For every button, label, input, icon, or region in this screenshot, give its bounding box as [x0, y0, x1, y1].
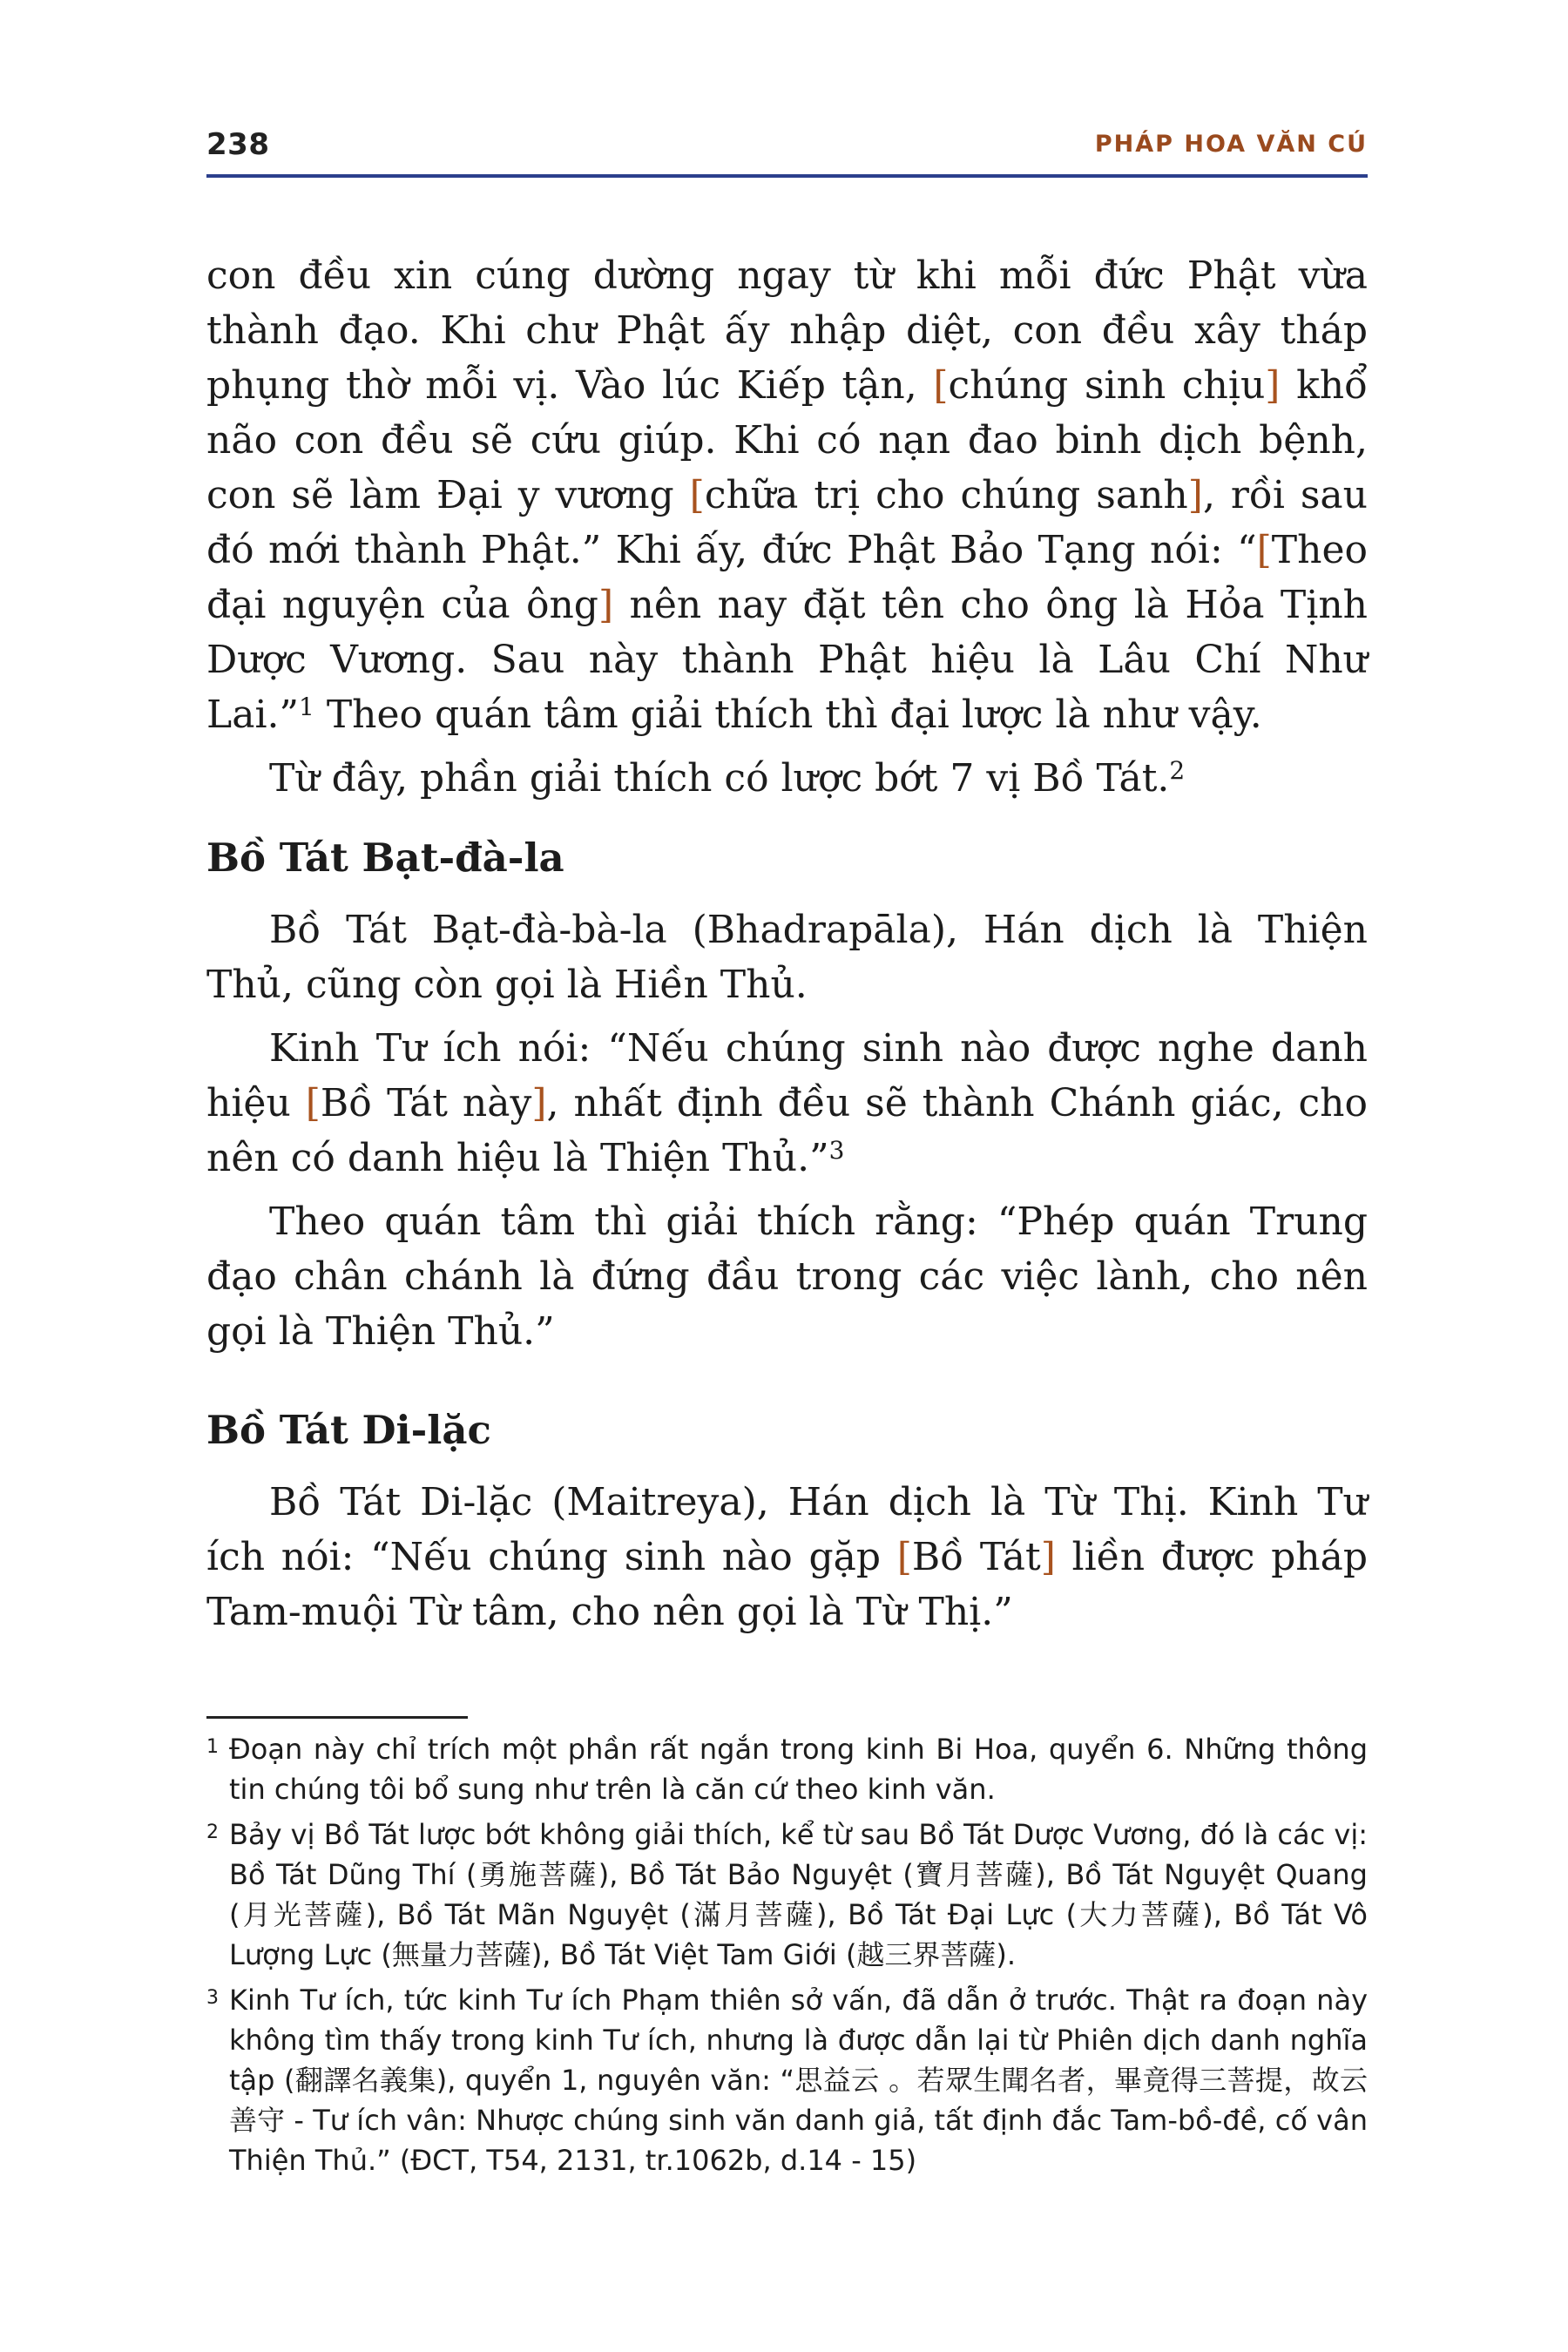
bracket: [	[689, 473, 705, 517]
section-heading: Bồ Tát Bạt-đà-la	[206, 835, 564, 881]
footnote-text: Kinh Tư ích, tức kinh Tư ích Phạm thiên sở vấn, đã dẫn ở trước. Thật ra đoạn này không tìm thấy trong kinh Tư ích, nhưng là được dẫn lại từ Phiên dịch danh nghĩa tập (翻譯名義集), quyển 1, nguyên văn: “思益云 。若眾生聞名者，畢竟得三菩提，故云善守 - Tư ích vân: Nhược chúng sinh văn danh giả, tất định đắc Tam-bồ-đề, cố vân Thiện Thủ.” (ĐCT, T54, 2131, tr.1062b, d.14 - 15)	[229, 1984, 1368, 2177]
text-run: khổ não con đều sẽ cứu giúp. Khi có nạn đao binh dịch bệnh, con sẽ làm Đại y vương	[206, 363, 1369, 517]
footnote-ref-1[interactable]: 1	[299, 693, 314, 721]
footnote-divider	[206, 1716, 468, 1719]
footnote-number: 2	[206, 1821, 219, 1843]
paragraph	[206, 1475, 1368, 1639]
footnote	[206, 1815, 1368, 1975]
page-number: 238	[206, 127, 270, 162]
bracket: [	[896, 1535, 912, 1579]
footnote-text: Đoạn này chỉ trích một phần rất ngắn trong kinh Bi Hoa, quyển 6. Những thông tin chúng tôi bổ sung như trên là căn cứ theo kinh văn.	[229, 1733, 1368, 1806]
text-run: nên nay đặt tên cho ông là Hỏa Tịnh Dược Vương. Sau này thành Phật hiệu là Lâu Chí Như Lai.”	[206, 583, 1368, 737]
bracket: [	[1256, 528, 1272, 572]
text-run: Theo đại nguyện của ông	[206, 528, 1368, 627]
text-run: Bồ Tát Di-lặc (Maitreya), Hán dịch là Từ Thị. Kinh Tư ích nói: “Nếu chúng sinh nào gặp	[206, 1480, 1368, 1579]
bracket: [	[305, 1081, 321, 1125]
running-title: PHÁP HOA VĂN CÚ	[1094, 131, 1368, 158]
text-run: liền được pháp Tam-muội Từ tâm, cho nên gọi là Từ Thị.”	[206, 1535, 1368, 1634]
text-run: Từ đây, phần giải thích có lược bớt 7 vị Bồ Tát.	[269, 756, 1170, 801]
text-run: chữa trị cho chúng sanh	[704, 473, 1188, 517]
bracket: ]	[1040, 1535, 1056, 1579]
footnote-text: Bảy vị Bồ Tát lược bớt không giải thích, kể từ sau Bồ Tát Dược Vương, đó là các vị: Bồ Tát Dũng Thí (勇施菩薩), Bồ Tát Bảo Nguyệt (寶月菩薩), Bồ Tát Nguyệt Quang (月光菩薩), Bồ Tát Mãn Nguyệt (滿月菩薩), Bồ Tát Đại Lực (大力菩薩), Bồ Tát Vô Lượng Lực (無量力菩薩), Bồ Tát Việt Tam Giới (越三界菩薩).	[229, 1818, 1368, 1971]
paragraph	[206, 751, 1368, 806]
body-text	[206, 248, 1368, 1639]
footnote-ref-3[interactable]: 3	[828, 1136, 845, 1165]
footnote-number: 3	[206, 1987, 219, 2009]
section-heading: Bồ Tát Di-lặc	[206, 1407, 491, 1453]
text-run: , nhất định đều sẽ thành Chánh giác, cho nên có danh hiệu là Thiện Thủ.”	[206, 1081, 1368, 1180]
paragraph: Theo quán tâm thì giải thích rằng: “Phép quán Trung đạo chân chánh là đứng đầu trong các việc lành, cho nên gọi là Thiện Thủ.”	[206, 1200, 1368, 1354]
paragraph: Bồ Tát Bạt-đà-bà-la (Bhadrapāla), Hán dịch là Thiện Thủ, cũng còn gọi là Hiền Thủ.	[206, 908, 1368, 1007]
footnote	[206, 1729, 1368, 1809]
bracket: ]	[598, 583, 614, 627]
text-run: chúng sinh chịu	[948, 363, 1266, 408]
text-run: Bồ Tát này	[320, 1081, 532, 1125]
footnote-number: 1	[206, 1736, 219, 1758]
footnotes	[206, 1729, 1368, 2186]
paragraph	[206, 248, 1368, 742]
footnote-ref-2[interactable]: 2	[1169, 756, 1186, 785]
bracket: ]	[531, 1081, 547, 1125]
text-run: Kinh Tư ích nói: “Nếu chúng sinh nào được nghe danh hiệu	[206, 1026, 1368, 1125]
bracket: [	[933, 363, 949, 408]
text-run: Bồ Tát	[911, 1535, 1041, 1579]
bracket: ]	[1265, 363, 1281, 408]
text-run: con đều xin cúng dường ngay từ khi mỗi đức Phật vừa thành đạo. Khi chư Phật ấy nhập diệt, con đều xây tháp phụng thờ mỗi vị. Vào lúc Kiếp tận,	[206, 253, 1368, 408]
text-run: Theo quán tâm giải thích thì đại lược là như vậy.	[314, 693, 1262, 737]
paragraph	[206, 1021, 1368, 1186]
bracket: ]	[1187, 473, 1203, 517]
text-run: , rồi sau đó mới thành Phật.” Khi ấy, đức Phật Bảo Tạng nói: “	[206, 473, 1368, 572]
page-header	[206, 122, 1368, 178]
footnote	[206, 1980, 1368, 2180]
